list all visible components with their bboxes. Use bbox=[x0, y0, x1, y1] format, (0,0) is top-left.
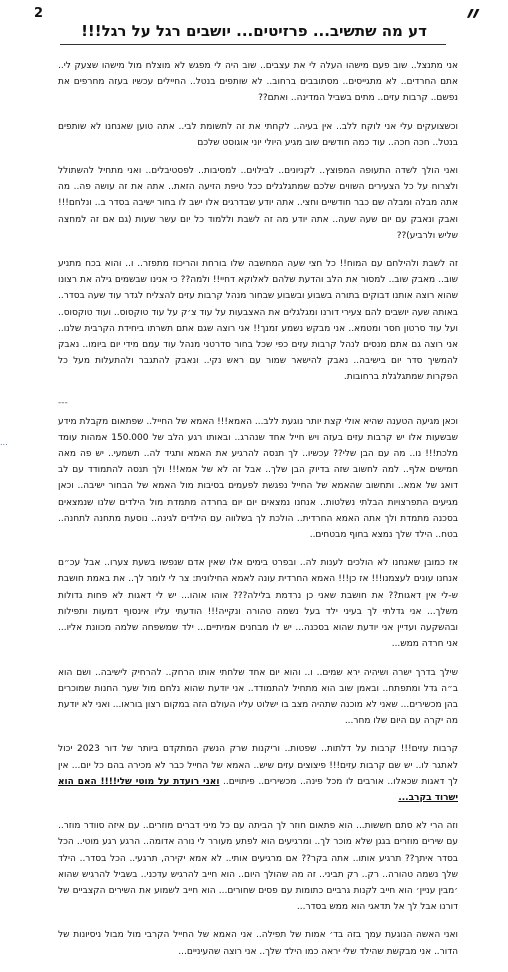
title-divider bbox=[60, 44, 446, 45]
section-separator: --- bbox=[58, 397, 68, 408]
paragraph-5: וכאן מגיעה הטענה שהיא אולי קצת יותר נוגעת ללב... האמא!!! האמא של החייל.. שפתאום מקבלת מידע שבשעות אלו יש קרבות עזים בעזה ויש חייל אחד שנהרג.. ובאותו רגע הלב של 150.000 אמהות עומד מלכת!!! נו.. מה עם הבן שלי?? עכשיו.. לך תנסה להרגיע את האמא ותגיד לה.. תשמעי.. יש פה מאה חמישים אלף.. למה לחשוב שזה בדיוק הבן שלך.. אבל זה לא של אמא!!! ולך תנסה להתמודד עם לב דואג של אמא.. ותחשוב שהאמא של החייל נפגשת לפעמים בסיבות מול האמא של הבחור ישיבה.. וכאן מגיעים התפרצויות הבלתי נשלטות.. אנחנו נמצאים יום יום בחרדה מתמדת מול הילדים שלנו שנמצאים בסכנה מתמדת ולך אתה האמא החרדית.. הולכת לך בשלווה עם הילדים לגינה.. נוסעת מתחנה לתחנה.. בטח.. הילד שלך נמצא בחוף מבטחים.. bbox=[58, 416, 459, 541]
quote-icon: ״ bbox=[466, 0, 481, 39]
paragraph-3: ואני הולך לשדה התעופה המפוצץ.. לקניונים.. לבילוים.. למסיבות.. לפסטיבלים.. ואני מתחיל להשתולל ולצרוח על כל הצעירים השווים שלכם שמתגלגלים ככל טיפת הזיעה הזאת.. אתה את זה עושה פה.. מה אתה מבלה ומבלה שם כבר חודשיים וחצי.. אתה יודע שבדרגים אלו ישב לו בחור ישיבה בסדר ב.. ונלחם!!! ואבק ונאבק עם יום שעה שעה.. אתה יודע מה זה לשבת וללמוד כל יום עשר שעות (גם אם זה למחצה שליש ולרביע)?? bbox=[58, 166, 458, 241]
page-title: דע מה שתשיב... פרזיטים... יושבים רגל על רגל!!! bbox=[81, 22, 427, 40]
article-body bbox=[58, 58, 458, 972]
paragraph-8 bbox=[58, 741, 458, 806]
paragraph-9: וזה הרי לא סתם חששות... הוא פתאום חוזר לך הביתה עם כל מיני דברים מוזרים.. עם איזה סוודר מוזר.. עם שירים מוזרים בגגן שלא מוכר לך.. ומרגיעים הוא לפתע מעורר לי נורה אדומה.. הרגע רגע מוטי.. הכל בסדר איתך?? תרגיע אותו.. אתה בקר?? אם מרגיעים אותי.. לא אמא יקירה, תרגעי.. הכל בסדר.. הילד שלך נשמה טהורה.. רק.. רק תביני.. זה מה שהולך היום.. הוא חייב להרגיש עדכני.. בשביל להרגיש שהוא ׳מבין עניין׳ הוא חייב לקנות גרביים כתומות עם פסים שחורים... הוא חייב לשמוע את השירים הקצביים של דורנו אבל לך אל תדאגי הוא ממש בסדר... bbox=[58, 821, 458, 913]
paragraph-8-text: קרבות עזים!!! קרבות על דלתות.. שפטות.. וריקנות שרק הנשק המתקדם ביותר של דור 2023 יכול לאתגר לו.. יש שם קרבות עזים!!! פיצוצים עזים שיש.. האמא של החייל כבר לא מכירה בהם כל יום... אין לך דאגות שכאלו.. אורבים לו מכל פינה.. מכשירים.. פיתויים.. ואני רועדת על מוטי שלי!!!! האם הוא ישרוד בקרב... bbox=[58, 744, 459, 803]
paragraph-6: אז כמובן שאנחנו לא הולכים לענות לה.. ובפרט בימים אלו שאין אדם שנפשו בשעת צערו.. אבל עכ״ם אנחנו עונים לעצמנו!!! אז כן!!! האמא החרדית עונה לאמא החילונית: צר לי לומר לך.. את באמת חושבת ש-לי אין דאגות?? את חושבת שאני כן נרדמת בלילה??? אוהו אוהו... יש לי דאגות לא פחות גדולות משלך... אני גדלתי לך בעיני ילד בעל נשמה טהורה ונקייה!!! הודעתי עליו אינסוף דמעות ותפילות ובהשקעה ועדיין אני יודעת שהוא בסכנה... יש לו מבחנים אמיתיים... ילד שמשפחה שלמה מכוונת אליו... אני חרדה ממש... bbox=[58, 558, 458, 650]
paragraph-7: שילך בדרך ישרה ושיהיה ירא שמים.. ו.. והוא יום אחד שלחתי אותו הרחק.. להרחיק לישיבה.. ושם הוא ב״ה גדל ומתפתח.. ובאמן שוב הוא מתחיל להתמודד.. אני יודעת שהוא נלחם מול שער החנות שמוכרים בהן מכשירים... שאני לא מוכנה שתהיה מצב בו ישלוט עליו העולם הזה במקום רצון בוראו... ואני לא יודעת מה יקרה עם היום שלו מחר... bbox=[58, 667, 458, 727]
emphasized-phrase: ואני רועדת על מוטי שלי!!!! האם הוא ישרוד בקרב... bbox=[58, 776, 458, 803]
margin-mark: ... bbox=[0, 438, 8, 447]
page-number: 2 bbox=[34, 6, 44, 21]
paragraph-4: זה לשבת ולהילחם עם המוח!! כל חצי שעה המחשבה שלו בורחת והריכוז מתפזר.. ו.. והוא בכח מתניע שוב.. מאבק שוב.. למסור את הלב והדעת שלהם לאלוקא דחיי!! ולמה?? כי אנינו שבשמים גילה את רצונו שהוא רוצה אותנו דבוקים בתורה בשבוע ובשבוע שבחור מנהל קרבות עזים להצליח לגדר עוד שעה בסדר.. באותה שעה יושבים להם צעירי דורנו ומגלגלים את האצבעות על עוד צ׳ק על עוד טוקסוס.. ועוד טוקסוס.. ועל עוד סרטון חסר ומטמא.. אני מבקש נשמע זמנך!! אני רוצה שגם אתם תשרתו ביחידת הקרבית שלנו.. אני רוצה גם אתם מנסים לנהל קרבות עזים כפי שכל בחור סדרטני מנהל עוד עמם מידי יום ביומו.. נאבק להמשיך סדר יום בישיבה.. נאבק להישאר שמור עם ראש נקי.. ונאבק להתגבר ולהתעלות מעל כל הפקרות שמתגלגלת ברחובות. bbox=[58, 259, 458, 383]
paragraph-10: ואני האשה הנוגעת עמך בזה בד׳ אמות של תפילה.. אני האמא של החייל הקרבי מול מבול ניסיונות של הדור.. אני מבקשת שהילד שלי יראה כמו הילד שלך.. אני רוצה שהעיניים... bbox=[58, 930, 458, 957]
paragraph-1: אני מתנצל.. שוב פעם מישהו העלה לי את עצבים.. שוב היה לי מפגש לא מוצלח מול מישהו שצעק לי.. אתם החרדים.. לא מתגייסים.. מסתובבים ברחוב.. לא שותפים בנטל.. החיילים עכשיו בעזה מחרפים את נפשם.. קרבות עזים.. מתים בשביל המדינה.. ואתם?? bbox=[58, 61, 458, 104]
paragraph-2: וכשצועקים עלי אני לוקח ללב.. אין בעיה.. לקחתי את זה לתשומת לבי.. אתה טוען שאנחנו לא שותפים בנטל.. חכה חכה.. עוד כמה חודשים שוב מגיע היולי יוני אוגוסט שלכם bbox=[58, 121, 458, 148]
